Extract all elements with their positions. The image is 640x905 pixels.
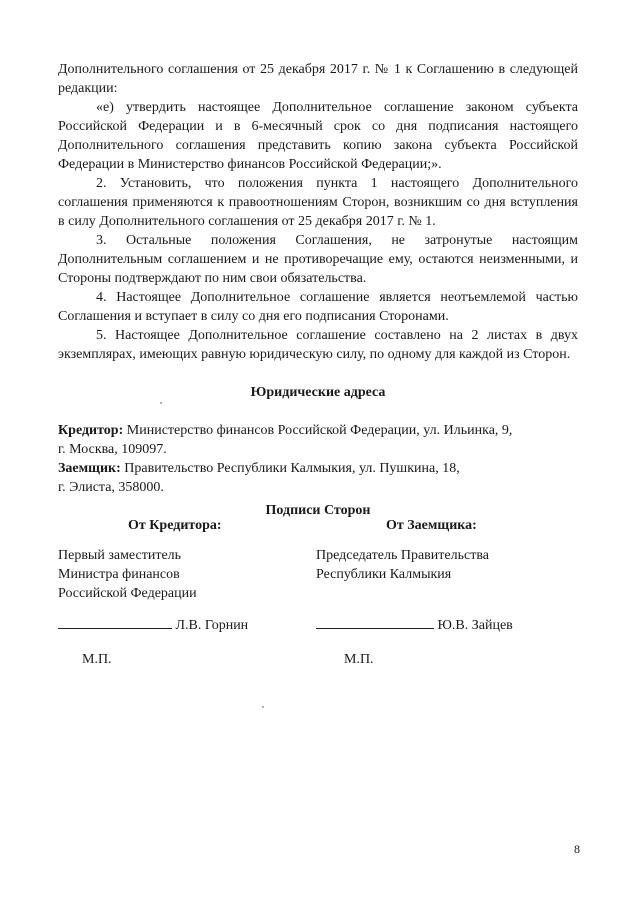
creditor-position-line-2: Министра финансов: [58, 567, 180, 582]
creditor-heading: От Кредитора:: [128, 518, 222, 533]
creditor-label: Кредитор:: [58, 423, 124, 438]
borrower-address-line: [58, 459, 578, 478]
borrower-heading: От Заемщика:: [386, 518, 477, 533]
creditor-seal-mark: М.П.: [82, 652, 112, 667]
borrower-signatory: [316, 546, 489, 584]
borrower-signature-line: [316, 628, 434, 629]
creditor-signatory-name: Л.В. Горнин: [175, 618, 249, 633]
legal-addresses-title: Юридические адреса: [250, 385, 386, 400]
clause-3-paragraph: 3. Остальные положения Соглашения, не затронутые настоящим Дополнительным соглашением и не противоречащие ему, остаются неизменными, и Стороны подтверждают по ним свои обязательства.: [58, 233, 578, 286]
creditor-signature-line: [58, 628, 172, 629]
borrower-signature-line-row: [316, 618, 513, 634]
clause-2-paragraph: 2. Установить, что положения пункта 1 настоящего Дополнительного соглашения применяются к правоотношениям Сторон, возникшим со дня вступления в силу Дополнительного соглашения от 25 декабря 2017 г. № 1.: [58, 176, 578, 229]
borrower-address-text: Правительство Республики Калмыкия, ул. Пушкина, 18,: [124, 461, 460, 476]
page-number: 8: [574, 842, 580, 856]
creditor-signatory: [58, 546, 197, 603]
clause-4-paragraph: 4. Настоящее Дополнительное соглашение является неотъемлемой частью Соглашения и вступает в силу со дня его подписания Сторонами.: [58, 290, 578, 324]
creditor-position-line-1: Первый заместитель: [58, 548, 182, 563]
creditor-address-line: [58, 421, 578, 440]
signature-block: [58, 516, 578, 676]
creditor-position-line-3: Российской Федерации: [58, 586, 197, 601]
borrower-seal-mark: М.П.: [344, 652, 374, 667]
creditor-signature-line-row: [58, 618, 248, 634]
scan-speck: [262, 706, 264, 708]
intro-paragraph: Дополнительного соглашения от 25 декабря 2017 г. № 1 к Соглашению в следующей редакции:: [58, 62, 578, 96]
signatures-title: Подписи Сторон: [265, 503, 371, 518]
creditor-address-text: Министерство финансов Российской Федерации, ул. Ильинка, 9,: [126, 423, 513, 438]
clause-5-paragraph: 5. Настоящее Дополнительное соглашение составлено на 2 листах в двух экземплярах, имеющих равную юридическую силу, по одному для каждой из Сторон.: [58, 328, 578, 362]
borrower-label: Заемщик:: [58, 461, 121, 476]
creditor-heading-wrap: [128, 516, 222, 535]
borrower-position-line-2: Республики Калмыкия: [316, 567, 452, 582]
borrower-seal-wrap: [344, 650, 374, 669]
borrower-signatory-name: Ю.В. Зайцев: [437, 618, 513, 633]
borrower-heading-wrap: [386, 516, 477, 535]
document-body: [58, 60, 578, 520]
creditor-address-city: г. Москва, 109097.: [58, 442, 167, 457]
borrower-address-city: г. Элиста, 358000.: [58, 480, 164, 495]
borrower-position-line-1: Председатель Правительства: [316, 548, 489, 563]
creditor-seal-wrap: [82, 650, 112, 669]
scan-speck: [160, 402, 162, 404]
clause-e-paragraph: «е) утвердить настоящее Дополнительное соглашение законом субъекта Российской Федерации и в 6-месячный срок со дня подписания настоящего Дополнительного соглашения представить копию закона субъекта Российской Федерации в Министерство финансов Российской Федерации;».: [58, 100, 578, 172]
